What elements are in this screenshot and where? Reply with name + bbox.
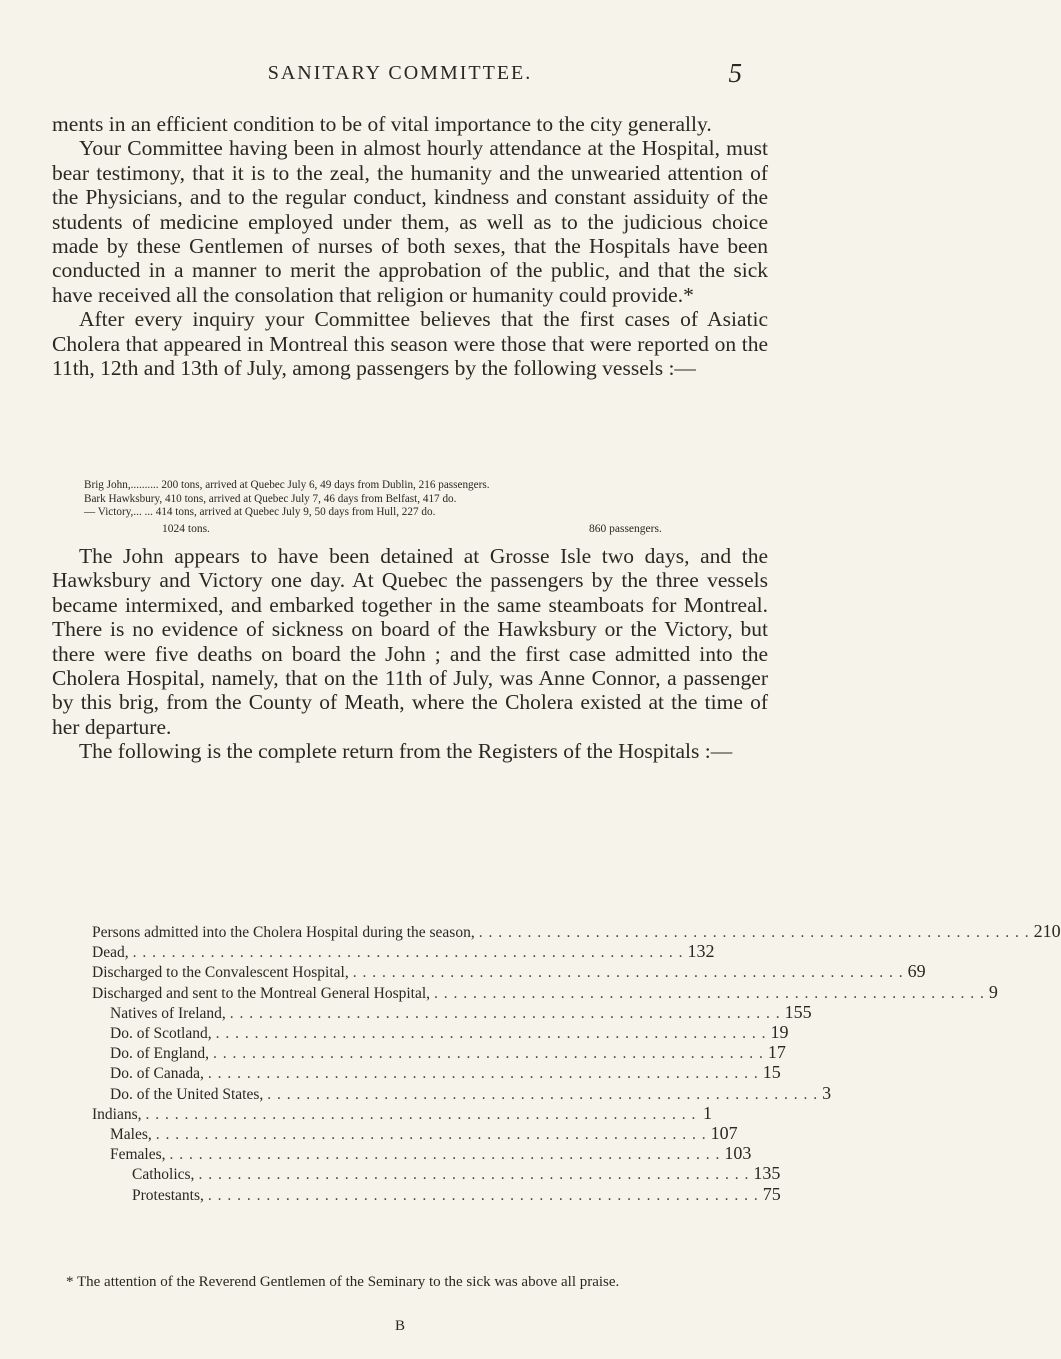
dot-leader: . . . . . . . . . . . . . . . . . . . . . . . . . . . . . . . . . . . . . . . . . . . . . . . . . . . . . . . . .: [207, 1186, 759, 1204]
dot-leader: . . . . . . . . . . . . . . . . . . . . . . . . . . . . . . . . . . . . . . . . . . . . . . . . . . . . . . . . .: [132, 944, 684, 962]
paragraph: ments in an efficient condition to be of vital importance to the city generally.: [52, 112, 712, 136]
return-value: 75: [762, 1183, 781, 1204]
return-label: Do. of Canada,: [110, 1065, 204, 1083]
return-row: [92, 1042, 786, 1063]
return-value: 17: [767, 1042, 786, 1063]
return-label: Protestants,: [132, 1186, 204, 1204]
vessel-list: [84, 479, 764, 520]
dot-leader: . . . . . . . . . . . . . . . . . . . . . . . . . . . . . . . . . . . . . . . . . . . . . . . . . . . . . . . . .: [215, 1025, 767, 1043]
body-text-middle: [52, 544, 768, 764]
paragraph: The John appears to have been detained at Grosse Isle two days, and the Hawksbury and Victory one day. At Quebec the passengers by the three vessels became intermixed, and embarked together in the same steamboats for Montreal. There is no evidence of sickness on board of the Hawksbury or the Victory, but there were five deaths on board the John ; and the first case admitted into the Cholera Hospital, namely, that on the 11th of July, was Anne Connor, a passenger by this brig, from the County of Meath, where the Cholera existed at the time of her departure.: [52, 544, 768, 739]
dot-leader: . . . . . . . . . . . . . . . . . . . . . . . . . . . . . . . . . . . . . . . . . . . . . . . . . . . . . . . . .: [478, 924, 1030, 941]
return-row: [92, 1163, 781, 1184]
footnote-text: * The attention of the Reverend Gentlemen of the Seminary to the sick was above all praise.: [66, 1274, 620, 1290]
return-row: [92, 1022, 789, 1043]
paragraph: The following is the complete return from the Registers of the Hospitals :—: [79, 739, 733, 764]
return-row: [92, 1183, 781, 1205]
return-label: Natives of Ireland,: [110, 1004, 226, 1022]
return-row: [92, 1104, 712, 1124]
return-value: 132: [687, 941, 715, 962]
vessel-row: Brig John,.......... 200 tons, arrived at Quebec July 6, 49 days from Dublin, 216 passengers.: [84, 479, 490, 491]
return-row: [92, 1143, 752, 1164]
return-row: [92, 941, 715, 962]
dot-leader: . . . . . . . . . . . . . . . . . . . . . . . . . . . . . . . . . . . . . . . . . . . . . . . . . . . . . . . . .: [267, 1085, 819, 1103]
dot-leader: . . . . . . . . . . . . . . . . . . . . . . . . . . . . . . . . . . . . . . . . . . . . . . . . . . . . . . . . .: [352, 964, 904, 982]
return-label: Do. of England,: [110, 1045, 210, 1063]
dot-leader: . . . . . . . . . . . . . . . . . . . . . . . . . . . . . . . . . . . . . . . . . . . . . . . . . . . . . . . . .: [213, 1045, 764, 1063]
vessel-row: — Victory,... ... 414 tons, arrived at Quebec July 9, 50 days from Hull, 227 do.: [84, 506, 436, 519]
return-label: Persons admitted into the Cholera Hospital during the season,: [92, 924, 475, 941]
running-head: SANITARY COMMITTEE.: [267, 62, 533, 84]
return-value: 15: [762, 1062, 781, 1083]
return-row: [92, 1123, 738, 1144]
dot-leader: . . . . . . . . . . . . . . . . . . . . . . . . . . . . . . . . . . . . . . . . . . . . . . . . . . . . . . . . .: [169, 1146, 721, 1164]
return-label: Discharged and sent to the Montreal General Hospital,: [92, 984, 431, 1002]
footnote: [52, 1274, 768, 1292]
return-label: Females,: [110, 1146, 166, 1164]
return-value: 3: [822, 1082, 832, 1103]
signature-mark: B: [394, 1318, 405, 1334]
total-tons: 1024 tons.: [162, 523, 210, 535]
return-value: 135: [753, 1163, 781, 1184]
return-row: [92, 921, 1061, 942]
return-row: [92, 961, 926, 982]
body-text-top: [52, 112, 768, 380]
return-label: Indians,: [92, 1105, 142, 1123]
return-label: Do. of the United States,: [110, 1085, 264, 1103]
dot-leader: . . . . . . . . . . . . . . . . . . . . . . . . . . . . . . . . . . . . . . . . . . . . . . . . . . . . . . . . .: [229, 1004, 781, 1022]
return-row: [92, 1082, 832, 1104]
return-label: Do. of Scotland,: [110, 1025, 212, 1043]
paragraph: After every inquiry your Committee believes that the first cases of Asiatic Cholera that appeared in Montreal this season were those that were reported on the 11th, 12th and 13th of July, among passengers by the following vessels :—: [52, 307, 768, 381]
return-label: Dead,: [92, 944, 129, 962]
return-row: [92, 1062, 781, 1083]
dot-leader: . . . . . . . . . . . . . . . . . . . . . . . . . . . . . . . . . . . . . . . . . . . . . . . . . . . . . . . . .: [198, 1166, 750, 1184]
return-label: Catholics,: [132, 1166, 195, 1184]
return-value: 210: [1033, 921, 1061, 941]
return-value: 69: [907, 961, 926, 982]
return-value: 19: [770, 1022, 789, 1043]
hospital-returns: [92, 921, 1061, 1205]
dot-leader: . . . . . . . . . . . . . . . . . . . . . . . . . . . . . . . . . . . . . . . . . . . . . . . . . . . . . . . . .: [434, 984, 985, 1002]
page-number: 5: [728, 58, 742, 88]
vessel-row: Bark Hawksbury, 410 tons, arrived at Quebec July 7, 46 days from Belfast, 417 do.: [84, 492, 457, 505]
dot-leader: . . . . . . . . . . . . . . . . . . . . . . . . . . . . . . . . . . . . . . . . . . . . . . . . . . . . . . . . .: [145, 1105, 697, 1123]
return-value: 9: [988, 981, 998, 1002]
return-value: 155: [784, 1001, 812, 1022]
page-header: [0, 58, 800, 98]
return-label: Discharged to the Convalescent Hospital,: [92, 964, 349, 982]
return-row: [92, 1001, 812, 1023]
return-label: Males,: [110, 1126, 152, 1144]
return-value: 103: [724, 1143, 752, 1164]
total-passengers: 860 passengers.: [589, 523, 662, 535]
return-value: 1: [703, 1102, 712, 1123]
dot-leader: . . . . . . . . . . . . . . . . . . . . . . . . . . . . . . . . . . . . . . . . . . . . . . . . . . . . . . . . .: [155, 1126, 707, 1144]
paragraph: Your Committee having been in almost hourly attendance at the Hospital, must bear testimony, that it is to the zeal, the humanity and the unwearied attention of the Physicians, and to the regular conduct, kindness and constant assiduity of the students of medicine employed under them, as well as to the judicious choice made by these Gentlemen of nurses of both sexes, that the Hospitals have been conducted in a manner to merit the approbation of the public, and that the sick have received all the consolation that religion or humanity could provide.*: [52, 136, 768, 307]
return-value: 107: [710, 1123, 738, 1144]
return-row: [92, 981, 998, 1003]
dot-leader: . . . . . . . . . . . . . . . . . . . . . . . . . . . . . . . . . . . . . . . . . . . . . . . . . . . . . . . . .: [207, 1065, 759, 1083]
